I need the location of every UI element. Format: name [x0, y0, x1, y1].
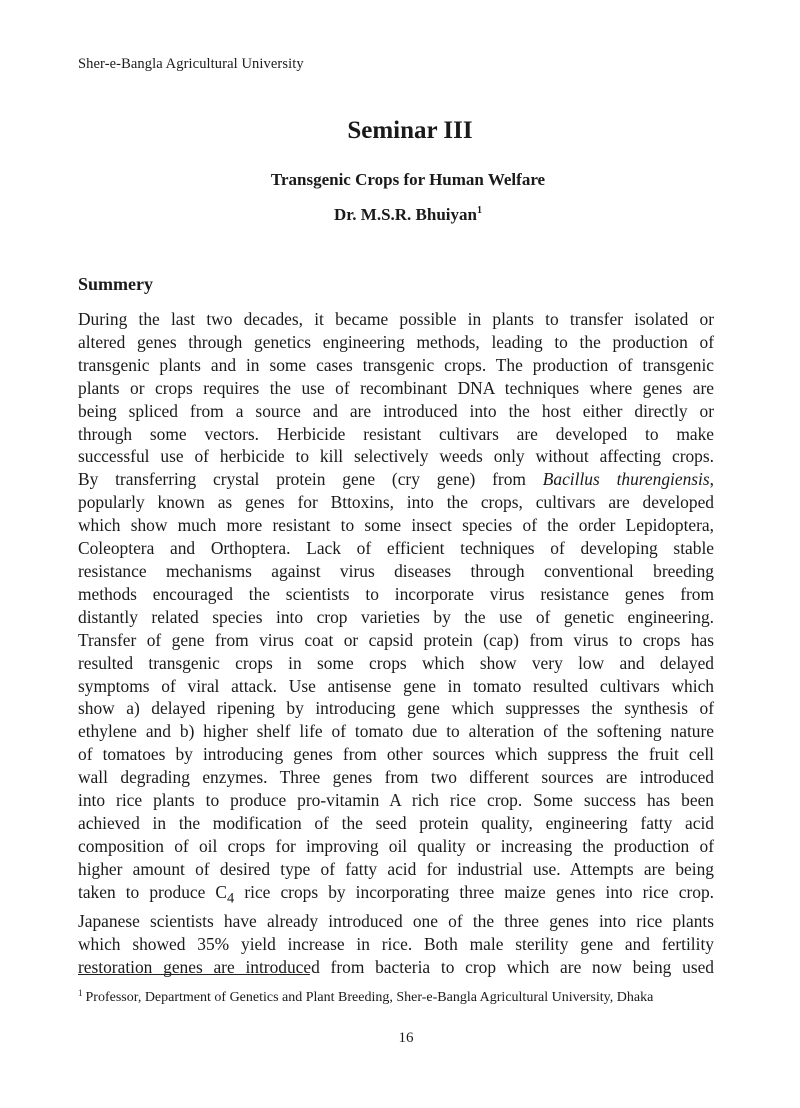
body-line: composition of oil crops for improving oil quality or increasing the production of — [78, 835, 714, 856]
body-line: being spliced from a source and are introduced into the host either directly or — [78, 400, 714, 421]
body-line: wall degrading enzymes. Three genes from two different sources are introduced — [78, 767, 714, 788]
body-line: ethylene and b) higher shelf life of tomato due to alteration of the softening nature — [78, 721, 714, 742]
footnote-marker: 1 — [78, 988, 83, 998]
body-line: altered genes through genetics engineering methods, leading to the production of — [78, 331, 714, 352]
body-line: which showed 35% yield increase in rice. Both male sterility gene and fertility — [78, 933, 714, 954]
body-line: Japanese scientists have already introduced one of the three genes into rice plants — [78, 911, 714, 932]
body-line: distantly related species into crop varieties by the use of genetic engineering. — [78, 606, 714, 627]
body-line: resulted transgenic crops in some crops which show very low and delayed — [78, 652, 714, 673]
body-line — [78, 468, 714, 491]
footnote-text: Professor, Department of Genetics and Plant Breeding, Sher-e-Bangla Agricultural University, Dhaka — [85, 990, 654, 1005]
body-line: of tomatoes by introducing genes from other sources which suppress the fruit cell — [78, 744, 714, 765]
body-line: higher amount of desired type of fatty acid for industrial use. Attempts are being — [78, 858, 714, 879]
page-number: 16 — [398, 1030, 414, 1046]
body-line: which show much more resistant to some insect species of the order Lepidoptera, — [78, 515, 714, 536]
body-line-text: rice crops by incorporating three maize genes into rice crop. — [234, 881, 715, 902]
body-line: Transfer of gene from virus coat or capsid protein (cap) from virus to crops has — [78, 629, 714, 650]
body-line: restoration genes are introduced from bacteria to crop which are now being used — [78, 956, 714, 977]
c4-subscript: 4 — [227, 890, 235, 907]
body-line: into rice plants to produce pro-vitamin A rich rice crop. Some success has been — [78, 790, 714, 811]
body-line: achieved in the modification of the seed protein quality, engineering fatty acid — [78, 812, 714, 833]
body-line: plants or crops requires the use of recombinant DNA techniques where genes are — [78, 377, 714, 398]
body-line: symptoms of viral attack. Use antisense gene in tomato resulted cultivars which — [78, 675, 714, 696]
body-line: During the last two decades, it became possible in plants to transfer isolated or — [78, 309, 714, 329]
body-line: show a) delayed ripening by introducing gene which suppresses the synthesis of — [78, 698, 714, 719]
body-line: transgenic plants and in some cases transgenic crops. The production of transgenic — [78, 354, 714, 375]
body-line: Coleoptera and Orthoptera. Lack of efficient techniques of developing stable — [78, 538, 714, 559]
body-line: through some vectors. Herbicide resistant cultivars are developed to make — [78, 423, 714, 444]
author-line — [8, 205, 800, 225]
section-heading: Summery — [78, 274, 153, 294]
body-line: popularly known as genes for Bttoxins, into the crops, cultivars are developed — [78, 492, 714, 513]
footnote-divider — [78, 974, 310, 975]
body-line: successful use of herbicide to kill selectively weeds only without affecting crops. — [78, 446, 714, 467]
species-name: Bacillus thurengiensis — [542, 469, 710, 490]
paper-subtitle: Transgenic Crops for Human Welfare — [270, 170, 546, 189]
footnote — [78, 984, 714, 1007]
body-line-text: By transferring crystal protein gene (cry gene) from — [78, 469, 543, 490]
body-line — [78, 881, 714, 910]
author-name: Dr. M.S.R. Bhuiyan — [334, 205, 477, 224]
page-title: Seminar III — [347, 117, 473, 144]
body-line: resistance mechanisms against virus diseases through conventional breeding — [78, 560, 714, 581]
running-header: Sher-e-Bangla Agricultural University — [78, 56, 304, 72]
body-line-text: taken to produce C — [78, 881, 228, 902]
body-paragraph — [78, 308, 714, 979]
body-line-text: , — [709, 469, 714, 490]
body-line: methods encouraged the scientists to incorporate virus resistance genes from — [78, 583, 714, 604]
author-footnote-marker: 1 — [476, 205, 482, 216]
